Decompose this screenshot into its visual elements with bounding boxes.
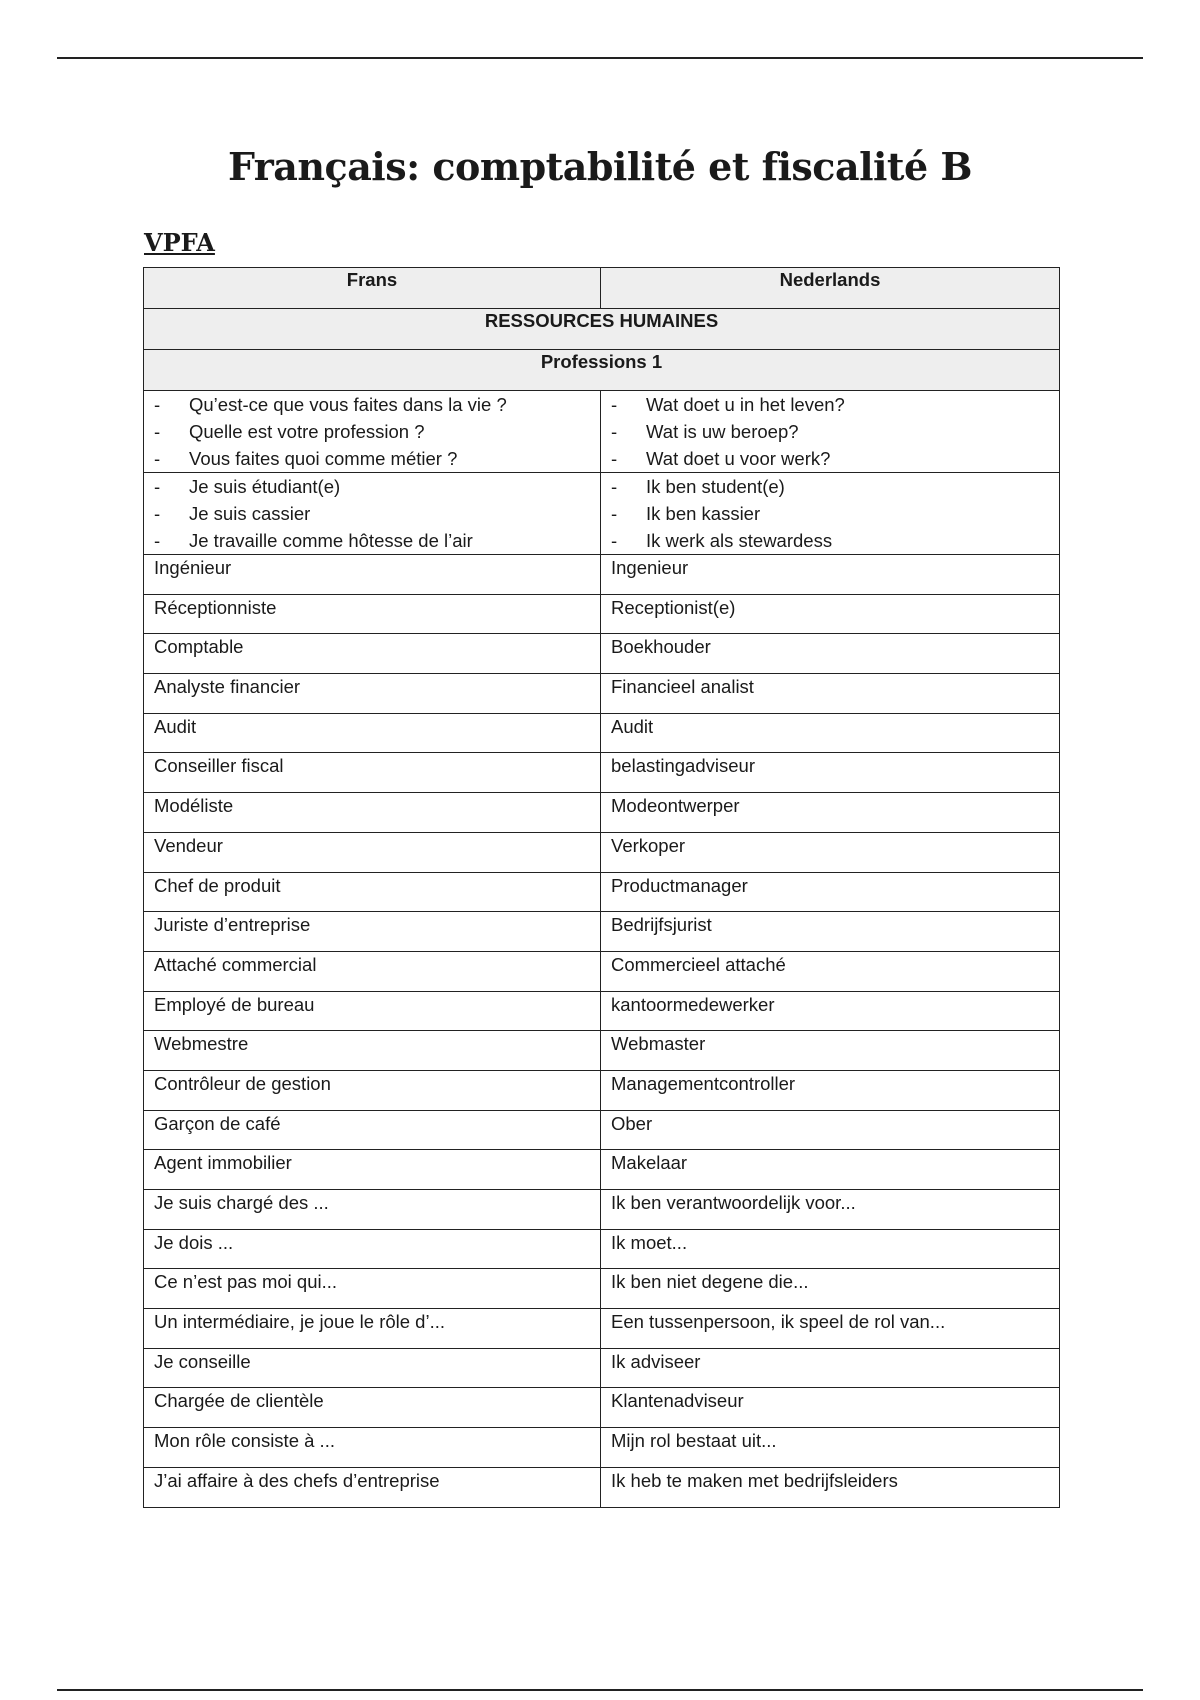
table-row [144, 1428, 1060, 1468]
list-item: - Ik ben kassier [611, 500, 1049, 527]
table-row [144, 713, 1060, 753]
term-fr: Vendeur [144, 832, 601, 872]
term-nl: Ik moet... [601, 1229, 1060, 1269]
table-row [144, 793, 1060, 833]
term-fr: Webmestre [144, 1031, 601, 1071]
term-fr: Un intermédiaire, je joue le rôle d’... [144, 1309, 601, 1349]
table-row [144, 912, 1060, 952]
term-fr: Juriste d’entreprise [144, 912, 601, 952]
term-nl: Boekhouder [601, 634, 1060, 674]
term-nl: Financieel analist [601, 674, 1060, 714]
term-fr: J’ai affaire à des chefs d’entreprise [144, 1467, 601, 1507]
term-nl: Ik ben verantwoordelijk voor... [601, 1190, 1060, 1230]
bottom-rule [57, 1689, 1143, 1691]
table-row [144, 1150, 1060, 1190]
term-nl: Verkoper [601, 832, 1060, 872]
term-nl: Een tussenpersoon, ik speel de rol van... [601, 1309, 1060, 1349]
table-row [144, 753, 1060, 793]
term-fr: Agent immobilier [144, 1150, 601, 1190]
term-fr: Réceptionniste [144, 594, 601, 634]
term-nl: Ingenieur [601, 555, 1060, 595]
table-row [144, 872, 1060, 912]
category-row [144, 309, 1060, 350]
term-nl: kantoormedewerker [601, 991, 1060, 1031]
document-title: Français: comptabilité et fiscalité B [227, 144, 973, 189]
term-fr: Attaché commercial [144, 951, 601, 991]
term-fr: Contrôleur de gestion [144, 1070, 601, 1110]
table-row [144, 1110, 1060, 1150]
term-nl: Ober [601, 1110, 1060, 1150]
table-row [144, 555, 1060, 595]
term-fr: Je dois ... [144, 1229, 601, 1269]
table-row [144, 1070, 1060, 1110]
term-fr: Je conseille [144, 1348, 601, 1388]
answer-group-nl [601, 473, 1060, 555]
term-fr: Ce n’est pas moi qui... [144, 1269, 601, 1309]
term-nl: Receptionist(e) [601, 594, 1060, 634]
term-fr: Chef de produit [144, 872, 601, 912]
table-row [144, 1229, 1060, 1269]
list-item: - Wat is uw beroep? [611, 418, 1049, 445]
term-fr: Modéliste [144, 793, 601, 833]
table-row [144, 1269, 1060, 1309]
question-group-row [144, 391, 1060, 473]
term-fr: Garçon de café [144, 1110, 601, 1150]
term-nl: Audit [601, 713, 1060, 753]
table-row [144, 951, 1060, 991]
table-header-row [144, 268, 1060, 309]
section-title: VPFA [144, 228, 215, 257]
list-item: - Quelle est votre profession ? [154, 418, 590, 445]
table-row [144, 634, 1060, 674]
list-item: - Wat doet u voor werk? [611, 445, 1049, 472]
question-group-nl [601, 391, 1060, 473]
term-fr: Je suis chargé des ... [144, 1190, 601, 1230]
term-fr: Analyste financier [144, 674, 601, 714]
table-row [144, 594, 1060, 634]
term-nl: Modeontwerper [601, 793, 1060, 833]
list-item: - Wat doet u in het leven? [611, 391, 1049, 418]
list-item: - Ik werk als stewardess [611, 527, 1049, 554]
term-nl: Commercieel attaché [601, 951, 1060, 991]
term-fr: Ingénieur [144, 555, 601, 595]
top-rule [57, 57, 1143, 59]
term-nl: Bedrijfsjurist [601, 912, 1060, 952]
term-nl: Webmaster [601, 1031, 1060, 1071]
term-nl: Mijn rol bestaat uit... [601, 1428, 1060, 1468]
table-row [144, 1190, 1060, 1230]
term-fr: Chargée de clientèle [144, 1388, 601, 1428]
term-nl: Productmanager [601, 872, 1060, 912]
term-fr: Comptable [144, 634, 601, 674]
answer-group-row [144, 473, 1060, 555]
list-item: - Ik ben student(e) [611, 473, 1049, 500]
term-nl: Managementcontroller [601, 1070, 1060, 1110]
subcategory-label: Professions 1 [144, 350, 1060, 391]
table-row [144, 1031, 1060, 1071]
list-item: - Je travaille comme hôtesse de l’air [154, 527, 590, 554]
table-row [144, 832, 1060, 872]
column-header-frans: Frans [144, 268, 601, 309]
table-row [144, 674, 1060, 714]
term-nl: Klantenadviseur [601, 1388, 1060, 1428]
table-row [144, 1467, 1060, 1507]
term-nl: Ik heb te maken met bedrijfsleiders [601, 1467, 1060, 1507]
category-label: RESSOURCES HUMAINES [144, 309, 1060, 350]
term-nl: Ik ben niet degene die... [601, 1269, 1060, 1309]
vocabulary-table [143, 267, 1060, 1508]
table-row [144, 1388, 1060, 1428]
table-row [144, 991, 1060, 1031]
term-fr: Employé de bureau [144, 991, 601, 1031]
subcategory-row [144, 350, 1060, 391]
term-nl: Makelaar [601, 1150, 1060, 1190]
column-header-nederlands: Nederlands [601, 268, 1060, 309]
term-nl: belastingadviseur [601, 753, 1060, 793]
list-item: - Je suis étudiant(e) [154, 473, 590, 500]
list-item: - Vous faites quoi comme métier ? [154, 445, 590, 472]
table-row [144, 1309, 1060, 1349]
term-nl: Ik adviseer [601, 1348, 1060, 1388]
term-fr: Audit [144, 713, 601, 753]
list-item: - Qu’est-ce que vous faites dans la vie ? [154, 391, 590, 418]
question-group-fr [144, 391, 601, 473]
term-fr: Conseiller fiscal [144, 753, 601, 793]
list-item: - Je suis cassier [154, 500, 590, 527]
answer-group-fr [144, 473, 601, 555]
term-fr: Mon rôle consiste à ... [144, 1428, 601, 1468]
table-row [144, 1348, 1060, 1388]
